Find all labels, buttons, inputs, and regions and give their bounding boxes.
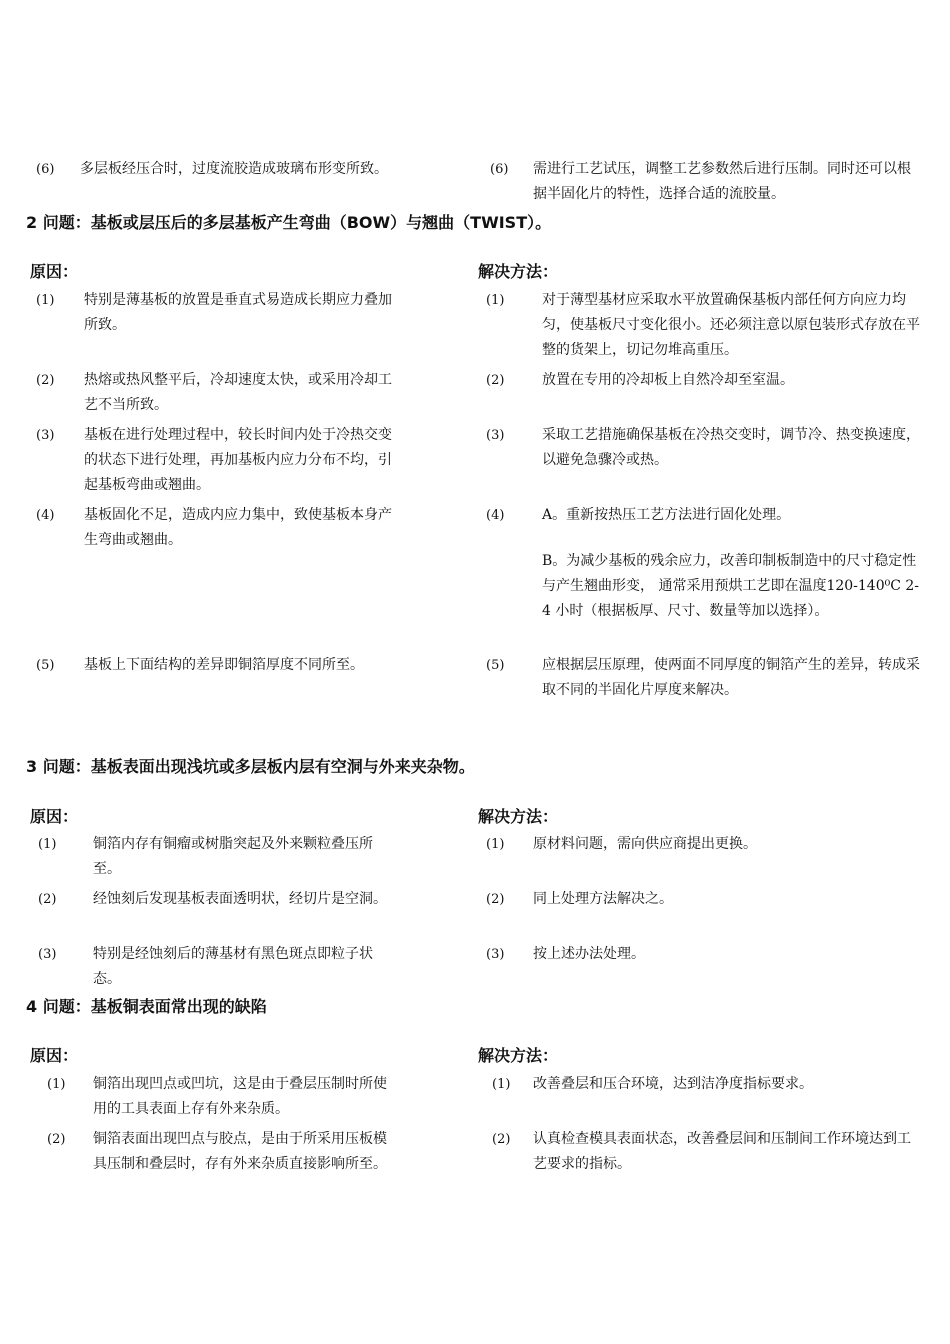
item-number: (5) — [36, 658, 55, 673]
cause-text: 经蚀刻后发现基板表面透明状，经切片是空洞。 — [93, 891, 387, 907]
solution-text: 对于薄型基材应采取水平放置确保基板内部任何方向应力均匀，使基板尺寸变化很小。还必须注意以原包装形式存放在平整的货架上，切记勿堆高重压。 — [542, 292, 920, 358]
solution-text: A。重新按热压工艺方法进行固化处理。 — [542, 507, 791, 523]
item-number: (2) — [47, 1132, 66, 1147]
cause-text: 铜箔出现凹点或凹坑，这是由于叠层压制时所使用的工具表面上存有外来杂质。 — [93, 1076, 387, 1117]
item-number: (3) — [486, 947, 505, 962]
cause-text: 特别是经蚀刻后的薄基材有黑色斑点即粒子状态。 — [93, 946, 373, 987]
item-number: (1) — [36, 293, 55, 308]
item-number: (1) — [492, 1077, 511, 1092]
item-number: (6) — [36, 162, 55, 177]
solution-text: 应根据层压原理，使两面不同厚度的铜箔产生的差异，转成采取不同的半固化片厚度来解决。 — [542, 657, 920, 698]
item-number: (2) — [38, 892, 57, 907]
item-number: (2) — [486, 892, 505, 907]
section-title: 4 问题：基板铜表面常出现的缺陷 — [26, 997, 267, 1016]
cause-text: 基板固化不足，造成内应力集中，致使基板本身产生弯曲或翘曲。 — [84, 507, 392, 548]
item-number: (1) — [486, 837, 505, 852]
item-number: (5) — [486, 658, 505, 673]
cause-text: 特别是薄基板的放置是垂直式易造成长期应力叠加所致。 — [84, 292, 392, 333]
cause-text: 多层板经压合时，过度流胶造成玻璃布形变所致。 — [80, 161, 388, 177]
solution-text: 按上述办法处理。 — [533, 946, 645, 962]
item-number: (6) — [490, 162, 509, 177]
item-number: (1) — [486, 293, 505, 308]
cause-text: 铜箔内存有铜瘤或树脂突起及外来颗粒叠压所至。 — [93, 836, 373, 877]
section-title: 3 问题：基板表面出现浅坑或多层板内层有空洞与外来夹杂物。 — [26, 757, 475, 776]
solution-text: 放置在专用的冷却板上自然冷却至室温。 — [542, 372, 794, 388]
cause-text: 基板在进行处理过程中，较长时间内处于冷热交变的状态下进行处理，再加基板内应力分布不均，引起基板弯曲或翘曲。 — [84, 427, 392, 493]
solution-label: 解决方法： — [478, 1046, 559, 1065]
item-number: (1) — [47, 1077, 66, 1092]
solution-text: 原材料问题，需向供应商提出更换。 — [533, 836, 757, 852]
cause-text: 基板上下面结构的差异即铜箔厚度不同所至。 — [84, 657, 364, 673]
solution-text: 认真检查模具表面状态，改善叠层间和压制间工作环境达到工艺要求的指标。 — [533, 1131, 911, 1172]
solution-label: 解决方法： — [478, 807, 559, 826]
section-title: 2 问题：基板或层压后的多层基板产生弯曲（BOW）与翘曲（TWIST）。 — [26, 213, 552, 232]
solution-text: 同上处理方法解决之。 — [533, 891, 673, 907]
solution-text: 采取工艺措施确保基板在冷热交变时，调节冷、热变换速度，以避免急骤冷或热。 — [542, 427, 920, 468]
item-number: (3) — [486, 428, 505, 443]
item-number: (3) — [36, 428, 55, 443]
item-number: (2) — [36, 373, 55, 388]
cause-label: 原因： — [30, 262, 79, 281]
item-number: (1) — [38, 837, 57, 852]
item-number: (4) — [486, 508, 505, 523]
item-number: (4) — [36, 508, 55, 523]
solution-text: 改善叠层和压合环境，达到洁净度指标要求。 — [533, 1076, 813, 1092]
item-number: (3) — [38, 947, 57, 962]
solution-text-b: B。为减少基板的残余应力，改善印制板制造中的尺寸稳定性与产生翘曲形变， 通常采用预烘工艺即在温度120-140⁰C 2-4 小时（根据板厚、尺寸、数量等加以选择）。 — [542, 553, 920, 619]
solution-label: 解决方法： — [478, 262, 559, 281]
solution-text: 需进行工艺试压，调整工艺参数然后进行压制。同时还可以根据半固化片的特性，选择合适的流胶量。 — [533, 161, 911, 202]
cause-label: 原因： — [30, 1046, 79, 1065]
cause-text: 铜箔表面出现凹点与胶点，是由于所采用压板模具压制和叠层时，存有外来杂质直接影响所至。 — [93, 1131, 387, 1172]
item-number: (2) — [492, 1132, 511, 1147]
item-number: (2) — [486, 373, 505, 388]
cause-label: 原因： — [30, 807, 79, 826]
cause-text: 热熔或热风整平后，冷却速度太快，或采用冷却工艺不当所致。 — [84, 372, 392, 413]
